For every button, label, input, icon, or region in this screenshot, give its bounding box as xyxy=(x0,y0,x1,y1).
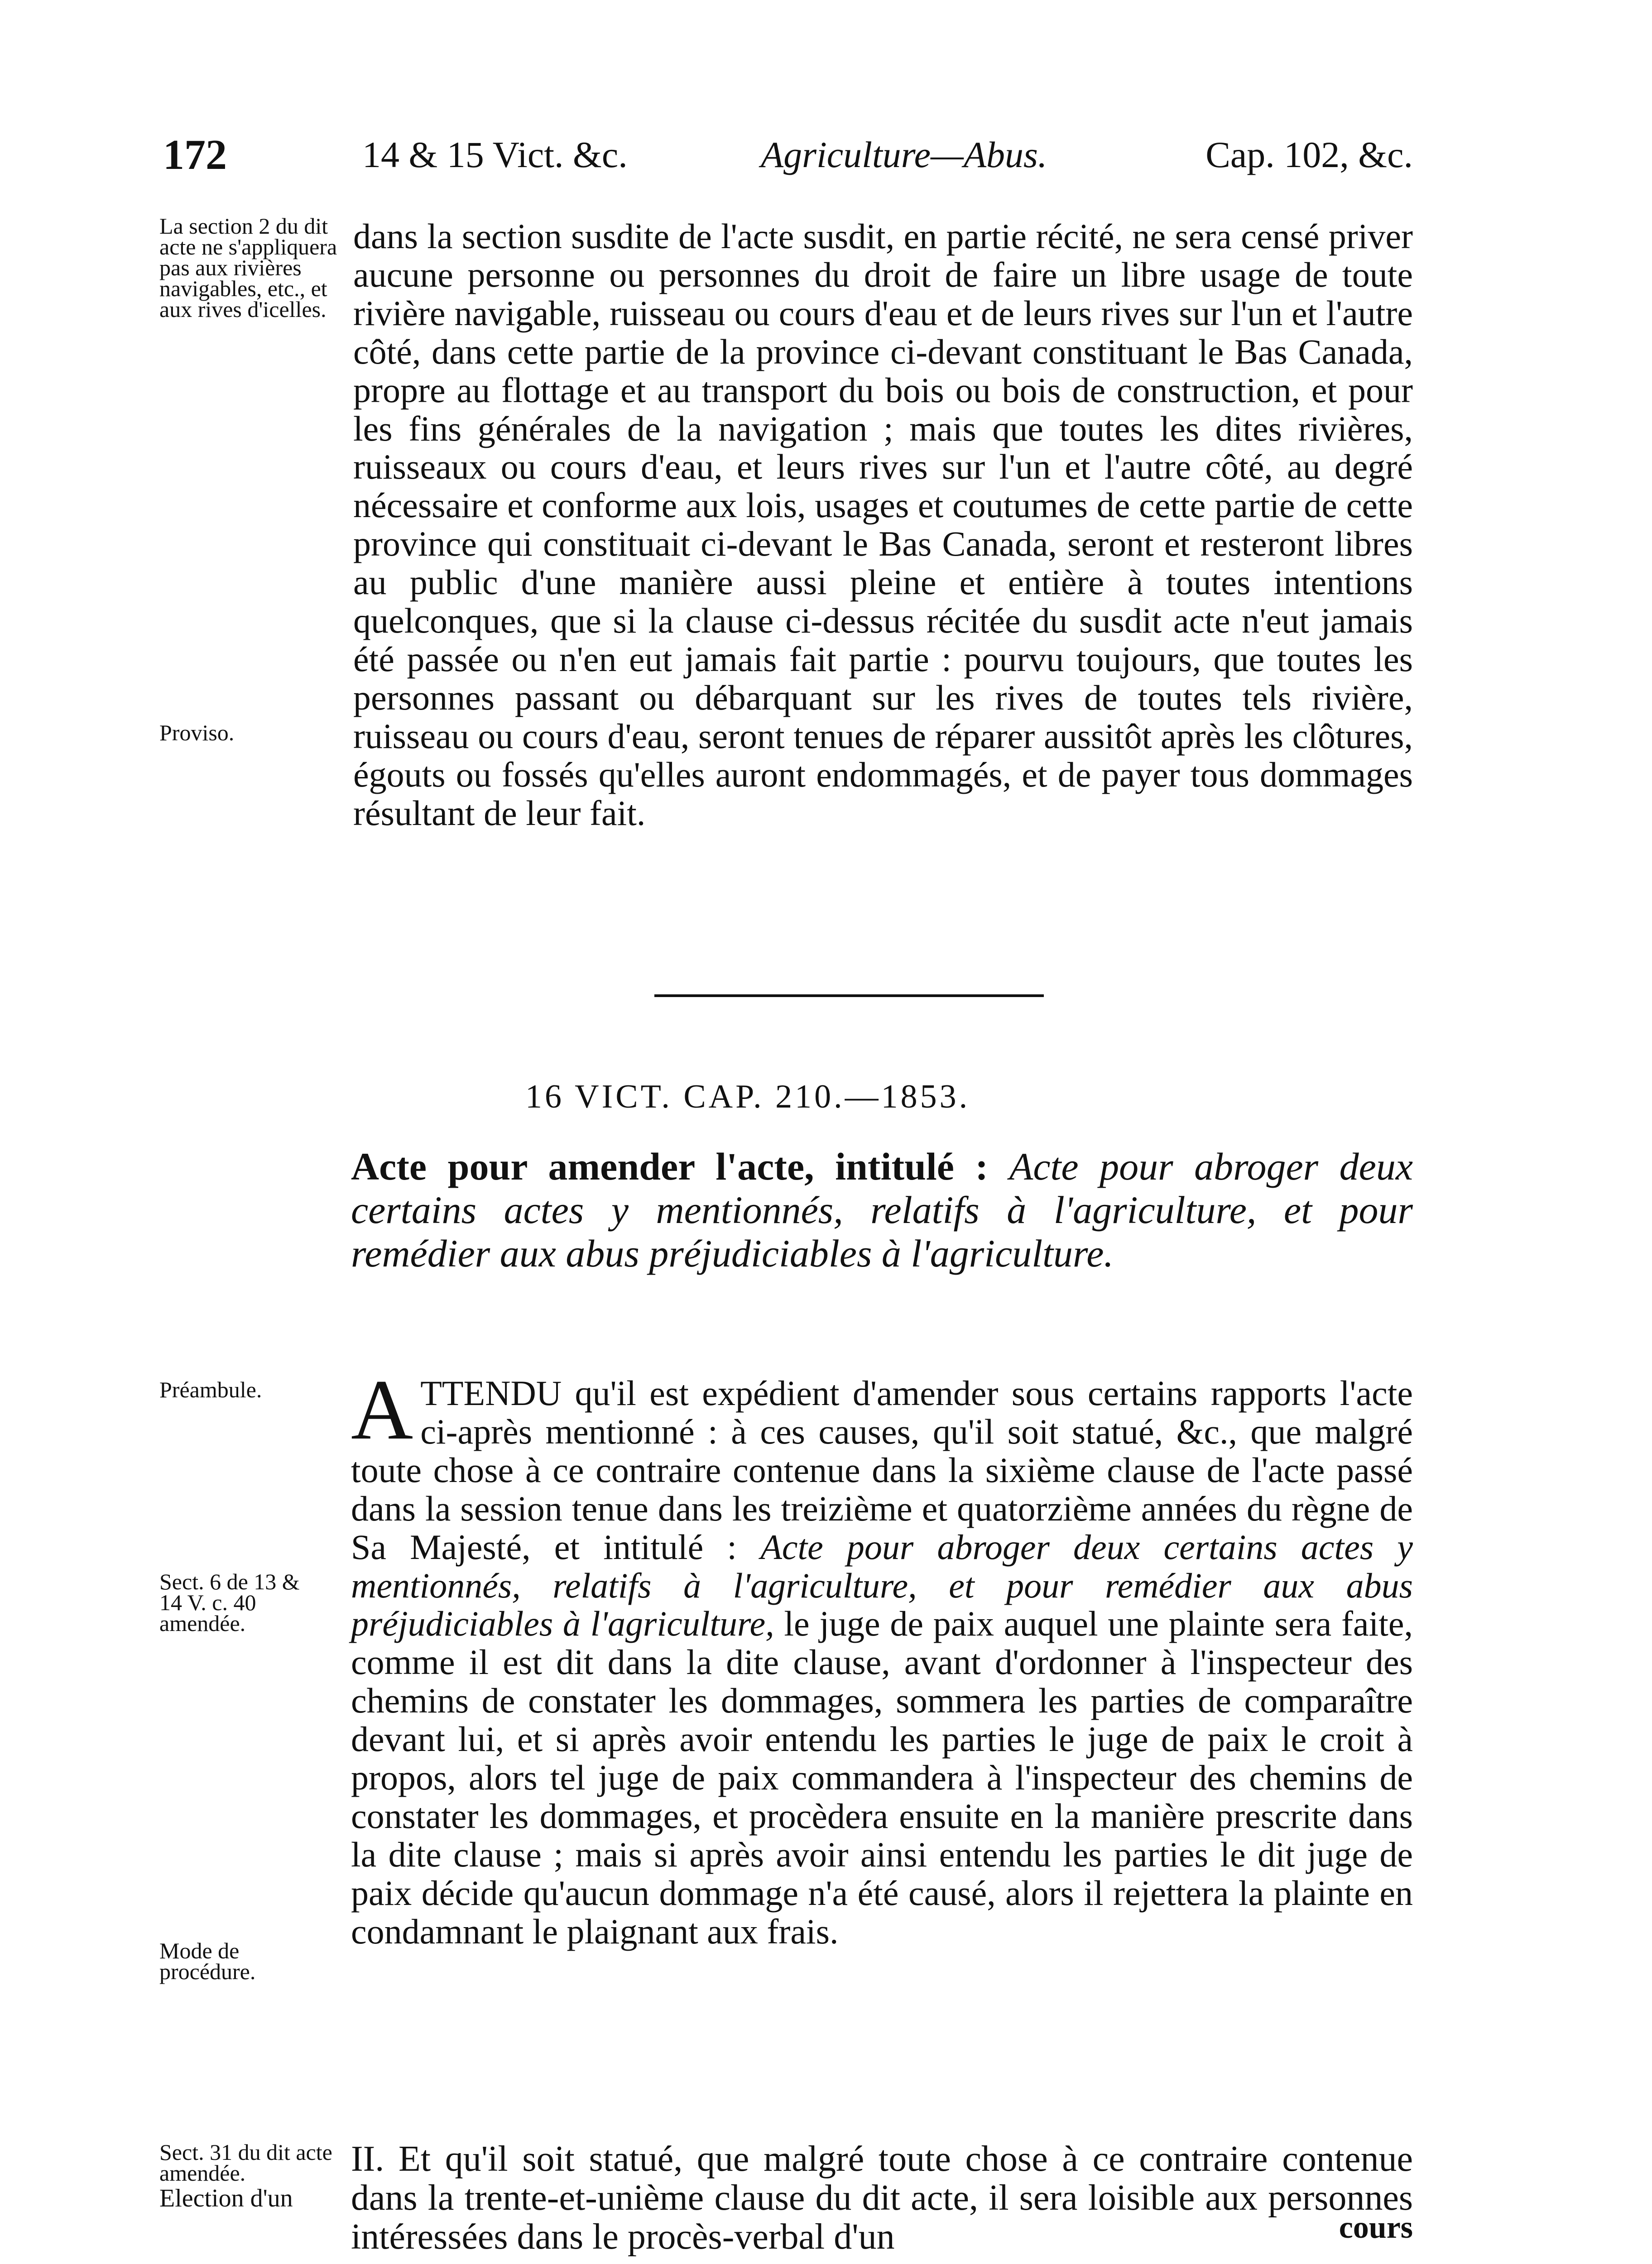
margin-note-preamble: Préambule. xyxy=(159,1377,262,1402)
section-2-text: II. Et qu'il soit statué, que malgré toute chose à ce contraire contenue dans la trente-et-unième clause du dit acte, il sera loisible aux personnes intéressées dans le procès-verbal d'un xyxy=(351,2139,1413,2257)
margin-note-election: Election d'un xyxy=(159,2184,293,2212)
section-1-text: dans la section susdite de l'acte susdit, en partie récité, ne sera censé priver aucune personne ou personnes du droit de faire un libre usage de toute rivière navigable, ruisseau ou cours d'eau et de leurs rives sur l'un et l'autre côté, dans cette partie de la province ci-devant constituant le Bas Canada, propre au flottage et au transport du bois ou bois de construction, et pour les fins générales de la navigation ; mais que toutes les dites rivières, ruisseaux ou cours d'eau, et leurs rives sur l'un et l'autre côté, au degré nécessaire et conforme aux lois, usages et coutumes de cette partie de cette province qui constituait ci-devant le Bas Canada, seront et resteront libres au public d'une manière aussi pleine et entière à toutes intentions quelconques, que si la clause ci-dessus récitée du susdit acte n'eut jamais été passée ou n'en eut jamais fait partie : pourvu toujours, que toutes les personnes passant ou débarquant sur les rives de toutes tels rivière, ruisseau ou cours d'eau, seront tenues de réparer aussitôt après les clôtures, égouts ou fossés qu'elles auront endommagés, et de payer tous dommages résultant de leur fait. xyxy=(353,216,1413,833)
header-title: Agriculture—Abus. xyxy=(761,134,1047,175)
act-title-italic: Acte pour abroger deux certains actes y mentionnés, relatifs à l'agriculture, et pour remédier aux abus préjudiciables à l'agriculture. xyxy=(351,1145,1413,1275)
divider-rule xyxy=(654,994,1044,997)
margin-note-sect6: Sect. 6 de 13 & 14 V. c. 40 amendée. xyxy=(159,1569,300,1636)
margin-note-mode: Mode de procédure. xyxy=(159,1938,256,1984)
chapter-heading: 16 VICT. CAP. 210.—1853. xyxy=(525,1078,970,1115)
header-chapter: Cap. 102, &c. xyxy=(1205,134,1413,175)
act-title-lead: Acte pour amender l'acte, intitulé : xyxy=(351,1145,989,1188)
margin-note-section2: La section 2 du dit acte ne s'appliquera pas aux rivières navigables, etc., et aux rives d'icelles. xyxy=(159,213,337,322)
drop-cap: A xyxy=(351,1362,413,1458)
margin-note-proviso: Proviso. xyxy=(159,720,235,745)
page-number: 172 xyxy=(163,131,227,178)
preamble-text xyxy=(351,1362,1413,1951)
preamble-act-citation: Acte pour abroger deux certains actes y mentionnés, relatifs à l'agriculture, et pour remédier aux abus préjudiciables à l'agriculture, xyxy=(351,1527,1413,1644)
running-header xyxy=(163,128,1413,182)
header-statute: 14 & 15 Vict. &c. xyxy=(362,134,628,175)
margin-note-sect31: Sect. 31 du dit acte amendée. xyxy=(159,2139,332,2186)
act-title xyxy=(351,1145,1413,1275)
preamble-part1: TTENDU qu'il est expédient d'amender sous certains rapports l'acte ci-après mentionné : à ces causes, qu'il soit statué, &c., que malgré toute chose à ce contraire contenue dans la sixième clause de l'acte passé dans la session tenue dans les treizième et quatorzième années du règne de Sa Majesté, et intitulé : xyxy=(351,1373,1413,1567)
preamble-part2: le juge de paix auquel une plainte sera faite, comme il est dit dans la dite clause, avant d'ordonner à l'inspecteur des chemins de constater les dommages, sommera les parties de comparaître devant lui, et si après avoir entendu les parties le juge de paix le croit à propos, alors tel juge de paix commandera à l'inspecteur des chemins de constater les dommages, et procèdera ensuite en la manière prescrite dans la dite clause ; mais si après avoir ainsi entendu les parties le dit juge de paix décide qu'aucun dommage n'a été causé, alors il rejettera la plainte en condamnant le plaignant aux frais. xyxy=(351,1604,1413,1951)
catchword: cours xyxy=(1339,2210,1413,2245)
